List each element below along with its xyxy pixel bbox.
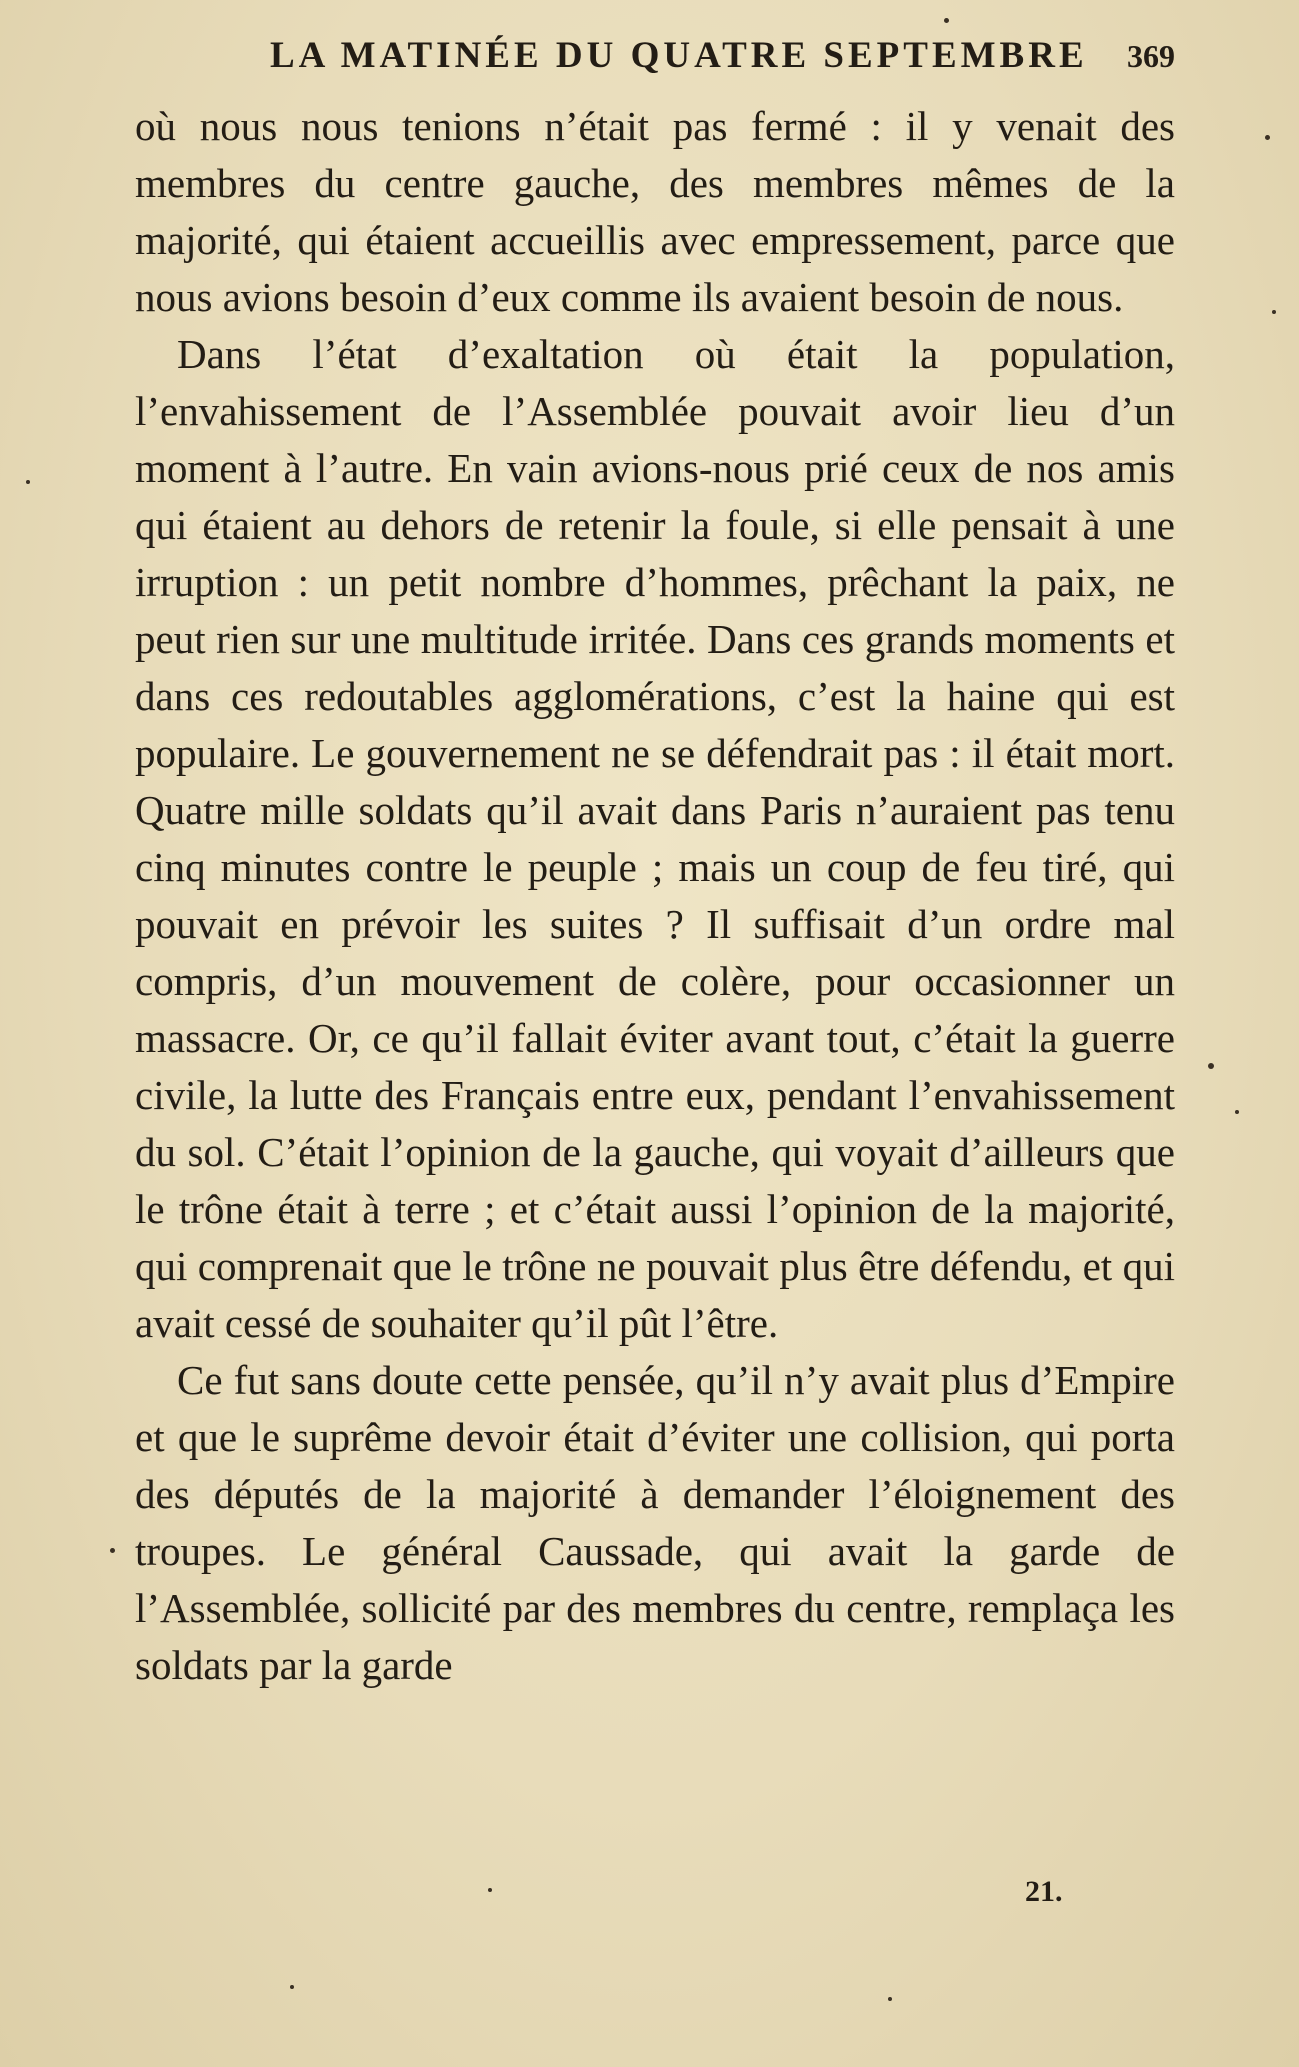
print-speck: [1265, 135, 1270, 140]
print-speck: [1235, 1110, 1239, 1114]
print-speck: [26, 480, 30, 484]
print-speck: [1208, 1063, 1214, 1069]
running-title: LA MATINÉE DU QUATRE SEPTEMBRE: [270, 35, 1088, 76]
page-number: 369: [1127, 38, 1175, 74]
page-header: [135, 34, 1175, 94]
signature-mark: 21.: [1025, 1875, 1063, 1908]
print-speck: [488, 1888, 492, 1892]
print-speck: [888, 1997, 892, 2001]
print-speck: [110, 1548, 115, 1553]
print-speck: [290, 1985, 294, 1989]
body-text: [135, 98, 1175, 1694]
paragraph-2: Dans l’état d’exaltation où était la population, l’envahissement de l’Assemblée pouvait avoir lieu d’un moment à l’autre. En vain avions-nous prié ceux de nos amis qui étaient au dehors de retenir la foule, si elle pensait à une irruption : un petit nombre d’hommes, prêchant la paix, ne peut rien sur une multitude irritée. Dans ces grands moments et dans ces redoutables agglomérations, c’est la haine qui est populaire. Le gouvernement ne se défendrait pas : il était mort. Quatre mille soldats qu’il avait dans Paris n’auraient pas tenu cinq minutes contre le peuple ; mais un coup de feu tiré, qui pouvait en prévoir les suites ? Il suffisait d’un ordre mal compris, d’un mouvement de colère, pour occasionner un massacre. Or, ce qu’il fallait éviter avant tout, c’était la guerre civile, la lutte des Français entre eux, pendant l’envahissement du sol. C’était l’opinion de la gauche, qui voyait d’ailleurs que le trône était à terre ; et c’était aussi l’opinion de la majorité, qui comprenait que le trône ne pouvait plus être défendu, et qui avait cessé de souhaiter qu’il pût l’être.: [135, 331, 1175, 1346]
paragraph-1: où nous nous tenions n’était pas fermé : il y venait des membres du centre gauche, des membres mêmes de la majorité, qui étaient accueillis avec empressement, parce que nous avions besoin d’eux comme ils avaient besoin de nous.: [135, 103, 1175, 320]
paragraph-3: Ce fut sans doute cette pensée, qu’il n’y avait plus d’Empire et que le suprême devoir était d’éviter une collision, qui porta des députés de la majorité à demander l’éloignement des troupes. Le général Caussade, qui avait la garde de l’Assemblée, sollicité par des membres du centre, remplaça les soldats par la garde: [135, 1357, 1175, 1688]
print-speck: [1272, 310, 1276, 314]
print-speck: [944, 18, 949, 23]
